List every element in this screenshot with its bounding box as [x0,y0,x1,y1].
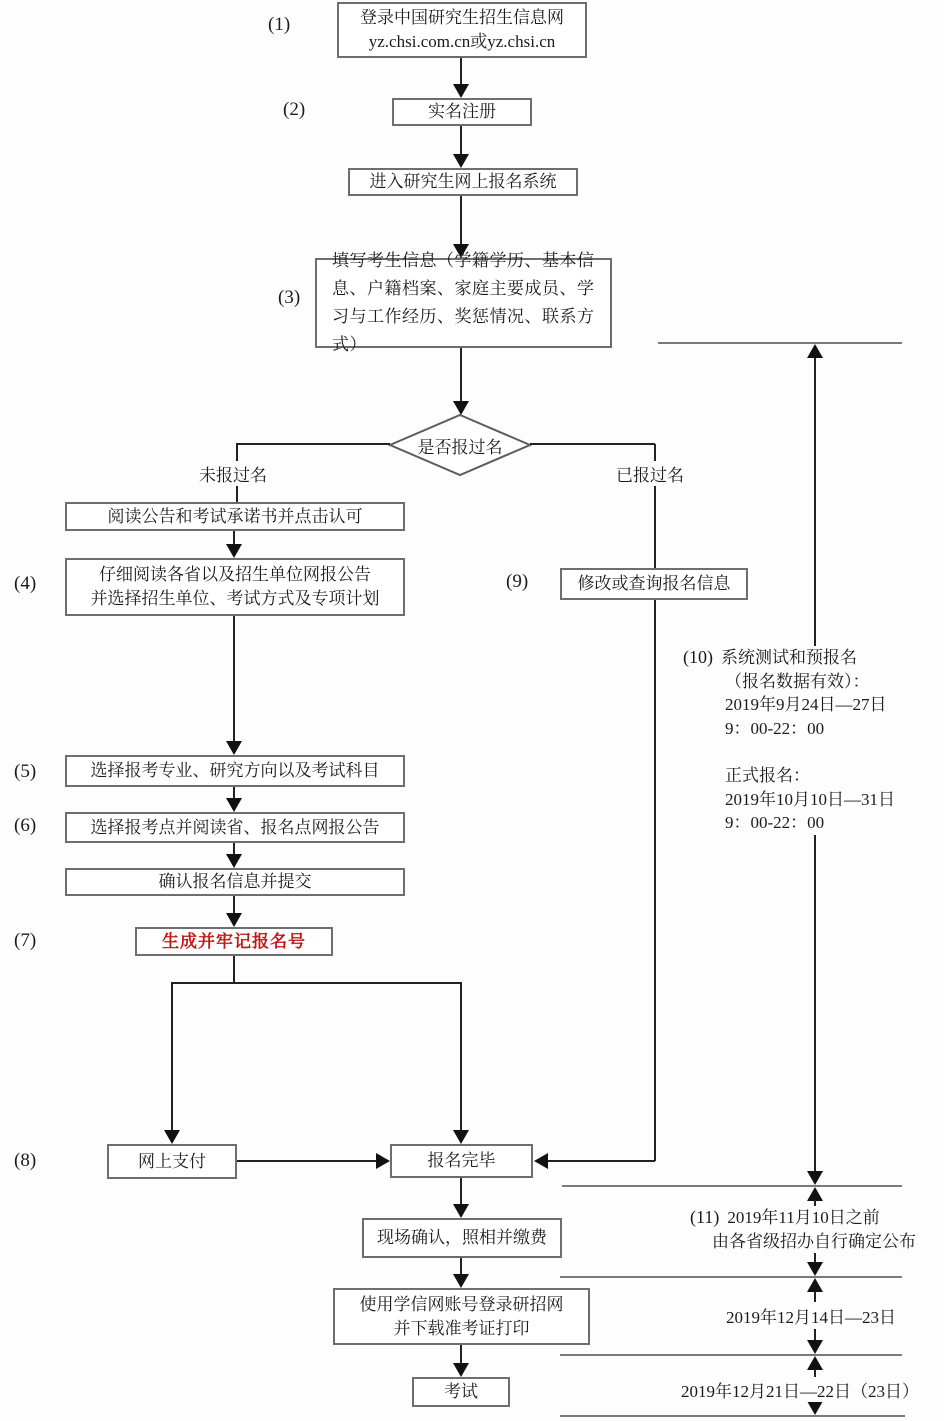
annotation-13: 2019年12月21日—22日（23日） [678,1377,922,1402]
timeline-line-2 [562,1185,902,1187]
connector-login-register [460,58,462,86]
annotation-10-line1: 系统测试和预报名 [721,648,857,667]
node-read-notice-label: 阅读公告和考试承诺书并点击认可 [107,506,363,526]
arrowhead-seg13-down [807,1401,823,1415]
decision-diamond [388,413,532,477]
arrowhead-province [226,544,242,558]
annotation-11-label: (11) [690,1207,720,1227]
step-label-8: (8) [14,1150,37,1171]
annotation-10-line2: （报名数据有效）： [725,671,870,691]
annotation-11-line1: 2019年11月10日之前 [727,1208,880,1227]
connector-system-fillinfo [460,196,462,246]
annotation-10-line3: 2019年9月24日—27日 [725,695,887,714]
arrowhead-major [226,741,242,755]
node-generate-id-label: 生成并牢记报名号 [162,931,306,951]
step-label-3: (3) [278,287,301,308]
node-fill-info [315,251,612,354]
step-label-9: (9) [506,571,529,592]
node-pay-online [107,1144,237,1179]
node-login [337,2,587,58]
node-confirm-submit-label: 确认报名信息并提交 [158,872,312,891]
step-label-1: (1) [268,14,291,35]
node-choose-major [65,755,405,787]
node-download-line1: 使用学信网账号登录研招网 [359,1294,564,1314]
arrowhead-seg13-up [807,1356,823,1370]
node-read-province-line1: 仔细阅读各省以及招生单位网报公告 [99,565,371,584]
arrowhead-download [453,1274,469,1288]
connector-right-down [654,444,656,1161]
arrowhead-timeline-top [807,344,823,358]
arrowhead-point [226,798,242,812]
node-download-ticket [333,1288,590,1345]
node-exam-label: 考试 [444,1382,478,1401]
node-register [392,98,532,126]
node-login-line2: yz.chsi.com.cn或yz.chsi.cn [368,32,556,51]
arrowhead-confirm [226,854,242,868]
timeline-line-3 [560,1276,902,1278]
arrowhead-seg11-down [807,1262,823,1276]
step-label-5: (5) [14,761,37,782]
connector-pay-complete [237,1160,377,1162]
node-complete-label: 报名完毕 [427,1151,496,1170]
step-label-7: (7) [14,930,37,951]
connector-decision-left [236,443,390,445]
arrowhead-complete-left [376,1153,390,1169]
node-fill-info-label: 填写考生信息（学籍学历、基本信息、户籍档案、家庭主要成员、学习与工作经历、奖惩情况、联系方式） [332,251,595,354]
arrowhead-pay [164,1130,180,1144]
node-read-notice [65,502,405,531]
connector-province-major [233,616,235,743]
node-register-label: 实名注册 [428,102,496,121]
node-read-province [65,558,405,616]
connector-download-exam [460,1345,462,1365]
timeline-line-1 [658,342,902,344]
timeline-line-5 [560,1415,905,1417]
node-choose-point-label: 选择报考点并阅读省、报名点网报公告 [90,817,380,837]
node-modify-query-label: 修改或查询报名信息 [577,574,731,593]
branch-label-no: 未报过名 [196,461,270,486]
node-enter-system-label: 进入研究生网上报名系统 [369,172,557,191]
connector-generate-junction [233,956,235,984]
annotation-10-line5: 正式报名： [725,766,810,785]
node-enter-system [348,168,578,196]
node-generate-id [135,927,333,956]
decision-label: 是否报过名 [417,437,503,457]
node-choose-point [65,812,405,843]
arrowhead-seg12-down [807,1340,823,1354]
node-complete [390,1144,533,1178]
connector-decision-right [530,443,655,445]
node-onsite-confirm-label: 现场确认，照相并缴费 [377,1228,547,1247]
timeline-line-4 [560,1354,902,1356]
arrowhead-timeline-bottom [807,1171,823,1185]
connector-junction-horizontal [171,982,462,984]
node-download-line2: 并下载准考证打印 [393,1318,530,1338]
node-pay-online-label: 网上支付 [138,1151,206,1171]
node-onsite-confirm [362,1218,562,1258]
connector-junction-complete [460,983,462,1131]
annotation-10-line4: 9：00-22：00 [725,718,825,738]
connector-right-complete [548,1160,655,1162]
branch-label-yes: 已报过名 [613,461,687,486]
connector-junction-pay [171,983,173,1131]
step-label-4: (4) [14,573,37,594]
timeline-seg12-top [814,1291,816,1302]
arrowhead-system [453,154,469,168]
arrowhead-generate [226,913,242,927]
arrowhead-complete-top [453,1130,469,1144]
step-label-2: (2) [283,99,306,120]
annotation-10-line7: 9：00-22：00 [725,813,825,832]
node-choose-major-label: 选择报考专业、研究方向以及考试科目 [90,761,380,780]
annotation-11 [690,1206,916,1253]
arrowhead-seg11-up [807,1187,823,1201]
annotation-12: 2019年12月14日—23日 [723,1303,899,1328]
annotation-11-line2: 由各省级招办自行确定公布 [712,1231,916,1251]
node-read-province-line2: 并选择招生单位、考试方式及专项计划 [90,589,380,608]
connector-complete-onsite [460,1178,462,1206]
annotation-10 [683,646,923,835]
node-exam [412,1377,510,1407]
arrowhead-exam [453,1363,469,1377]
arrowhead-register [453,84,469,98]
node-login-line1: 登录中国研究生招生信息网 [360,8,564,27]
step-label-6: (6) [14,815,37,836]
arrowhead-complete-right [534,1153,548,1169]
annotation-10-label: (10) [683,647,713,667]
node-confirm-submit [65,868,405,896]
connector-register-system [460,126,462,156]
arrowhead-seg12-up [807,1278,823,1292]
annotation-10-line6: 2019年10月10日—31日 [725,789,895,809]
node-modify-query [560,568,748,600]
arrowhead-onsite [453,1204,469,1218]
